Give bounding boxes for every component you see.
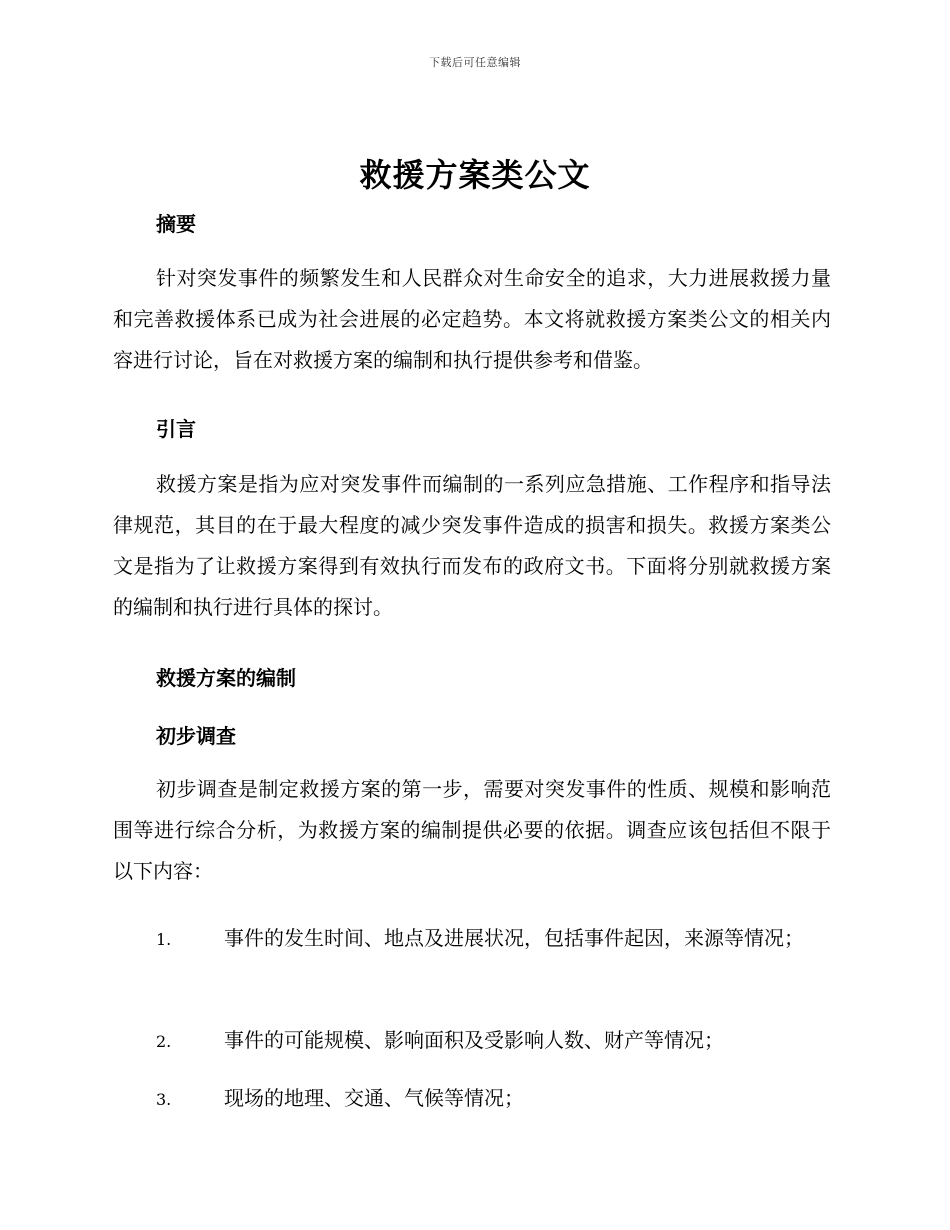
survey-paragraph: 初步调查是制定救援方案的第一步，需要对突发事件的性质、规模和影响范围等进行综合分析，为救援方案的编制提供必要的依据。调查应该包括但不限于以下内容： bbox=[113, 777, 831, 883]
list-item bbox=[113, 916, 831, 962]
abstract-heading: 摘要 bbox=[156, 212, 196, 236]
list-item bbox=[113, 1076, 831, 1122]
abstract-paragraph: 针对突发事件的频繁发生和人民群众对生命安全的追求，大力进展救援力量和完善救援体系已成为社会进展的必定趋势。本文将就救援方案类公文的相关内容进行讨论，旨在对救援方案的编制和执行提供参考和借鉴。 bbox=[113, 266, 831, 372]
list-text: 现场的地理、交通、气候等情况； bbox=[224, 1086, 524, 1110]
survey-heading: 初步调查 bbox=[156, 724, 236, 748]
list-item bbox=[113, 1018, 831, 1064]
intro-paragraph: 救援方案是指为应对突发事件而编制的一系列应急措施、工作程序和指导法律规范，其目的在于最大程度的减少突发事件造成的损害和损失。救援方案类公文是指为了让救援方案得到有效执行而发布的政府文书。下面将分别就救援方案的编制和执行进行具体的探讨。 bbox=[113, 472, 831, 619]
list-text: 事件的可能规模、影响面积及受影响人数、财产等情况； bbox=[224, 1028, 724, 1052]
document-title: 救援方案类公文 bbox=[359, 156, 591, 194]
list-number: 3. bbox=[156, 1090, 172, 1109]
compile-heading: 救援方案的编制 bbox=[156, 666, 296, 690]
list-text: 事件的发生时间、地点及进展状况，包括事件起因，来源等情况； bbox=[224, 926, 804, 950]
header-note: 下载后可任意编辑 bbox=[429, 56, 521, 69]
intro-heading: 引言 bbox=[156, 417, 196, 441]
list-number: 2. bbox=[156, 1032, 172, 1051]
list-number: 1. bbox=[156, 930, 172, 949]
